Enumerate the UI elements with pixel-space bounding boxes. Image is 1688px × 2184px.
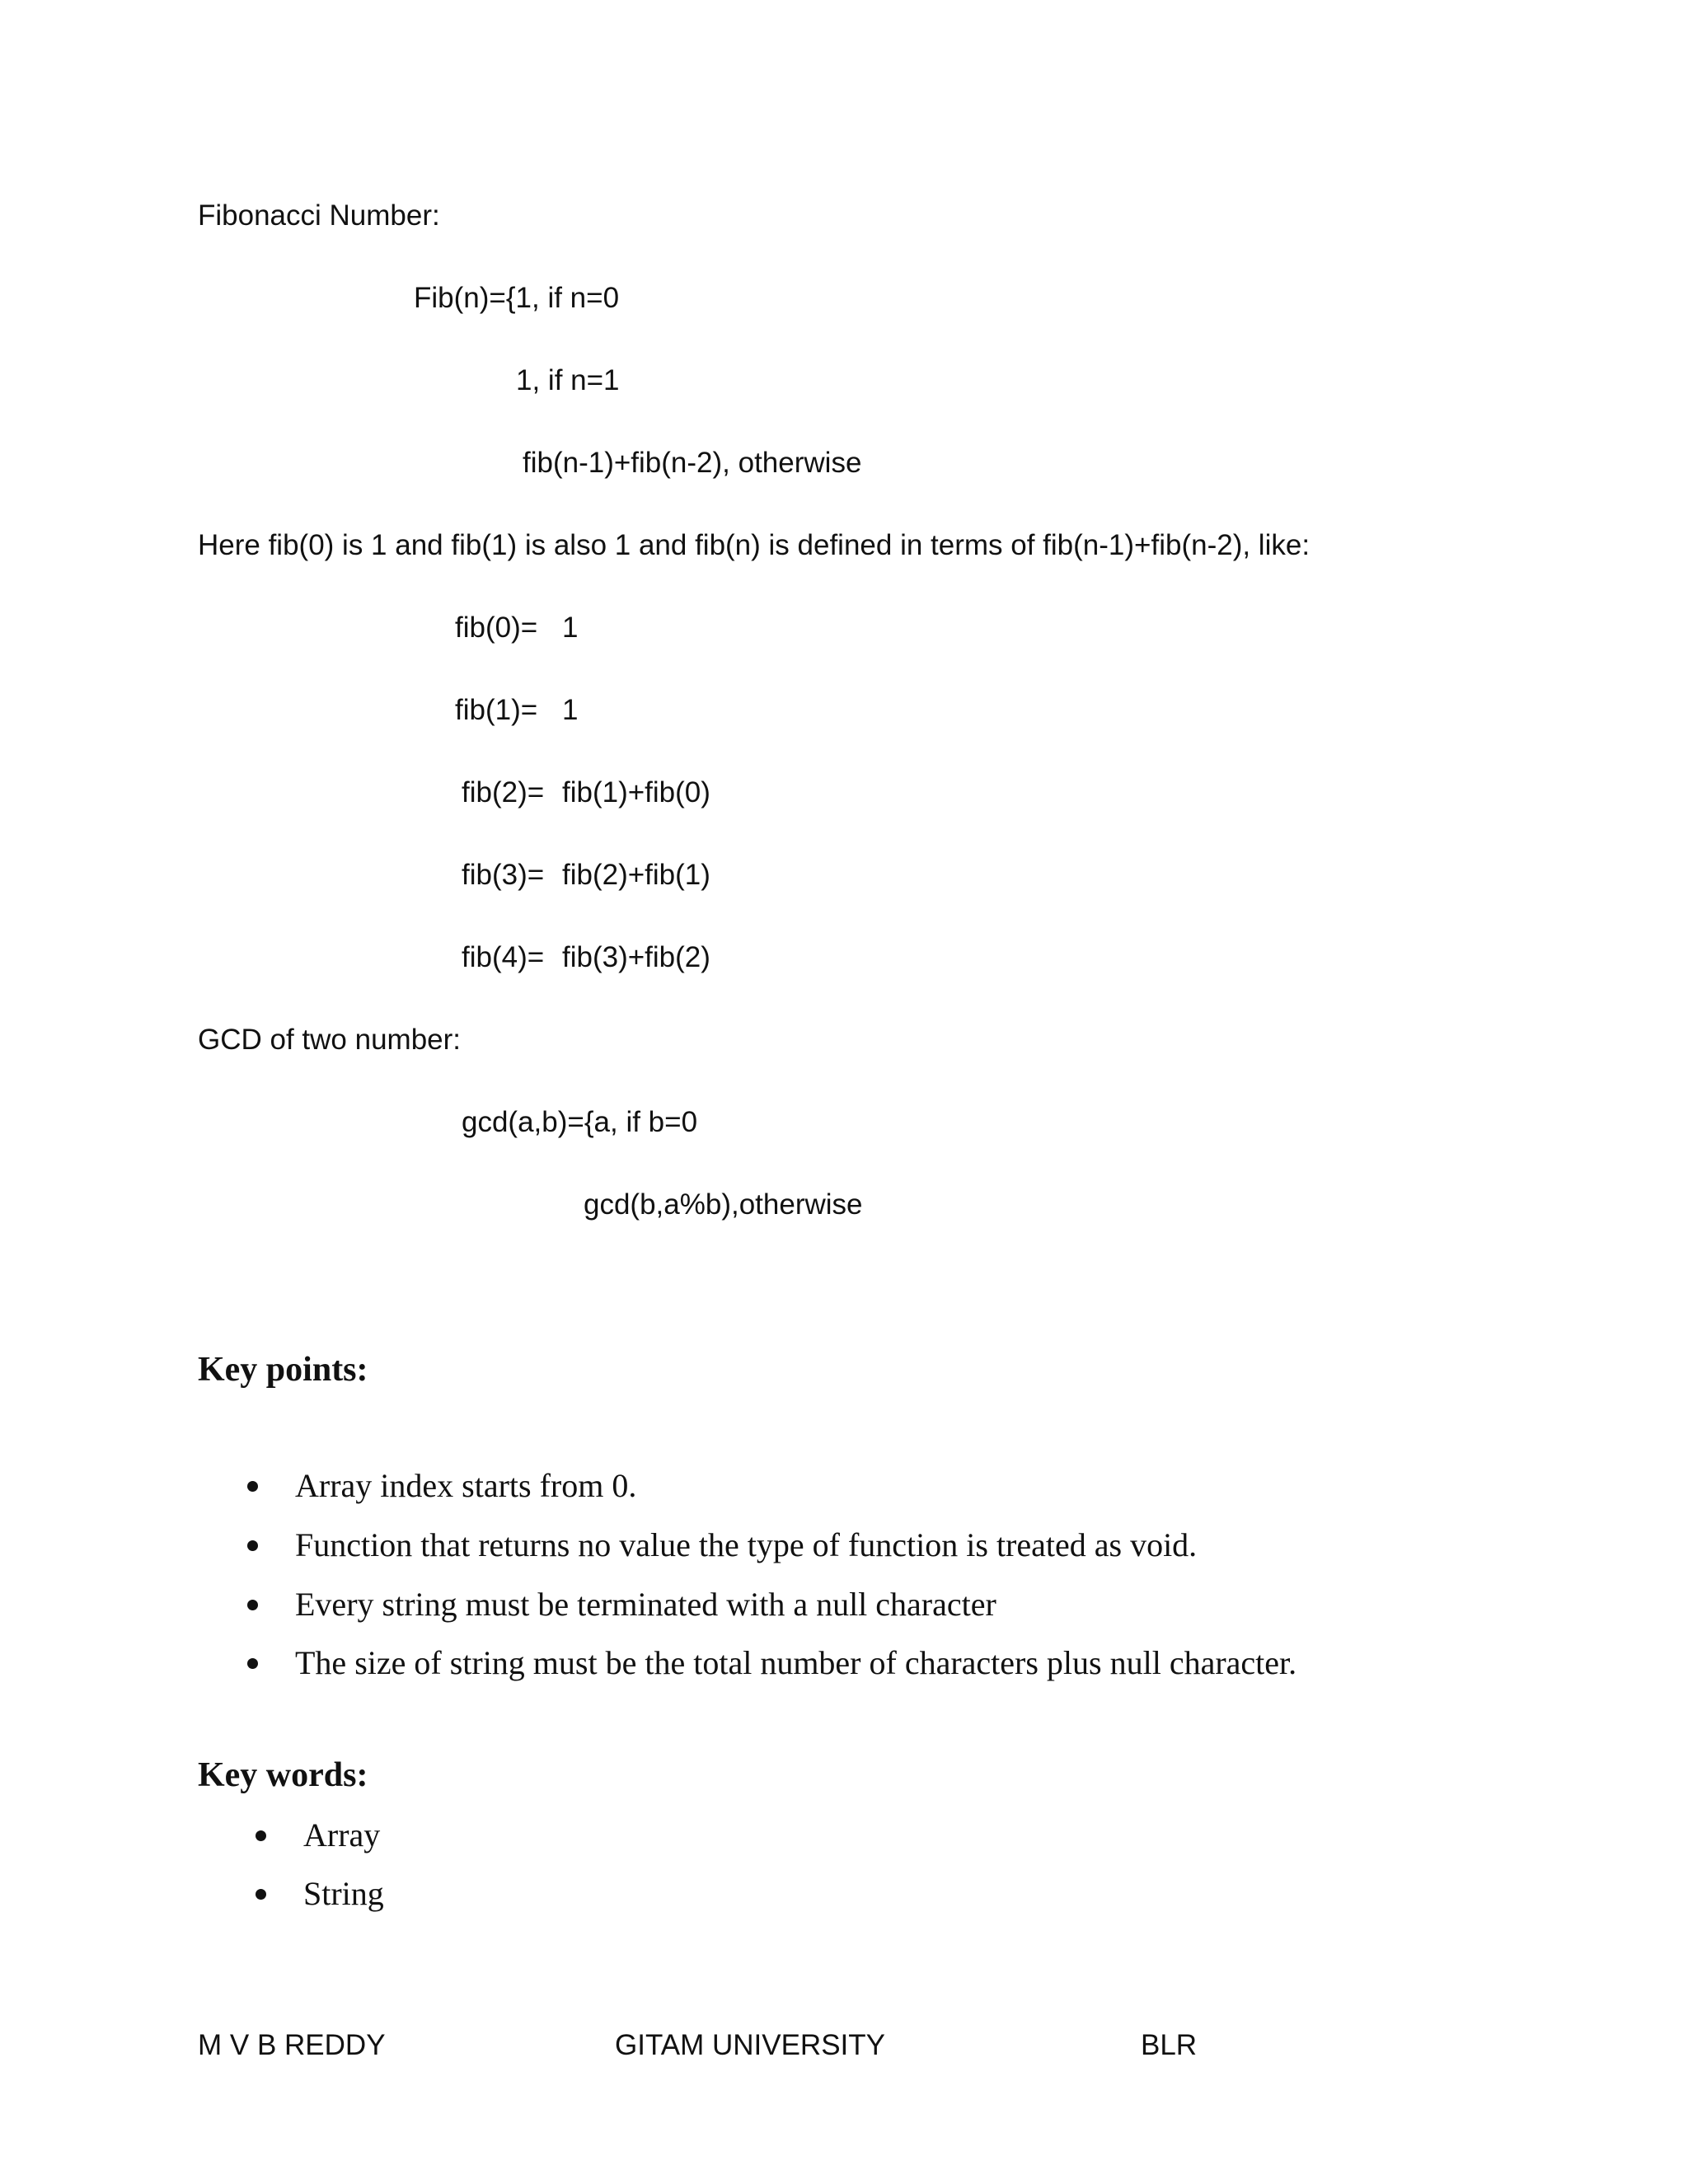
footer-location: BLR — [1141, 2029, 1198, 2061]
fib-table-label: fib(4)= — [462, 941, 545, 973]
fib-table-value: fib(3)+fib(2) — [562, 941, 710, 973]
bullet-icon — [256, 1830, 266, 1841]
key-point-item: The size of string must be the total number of characters plus null character. — [295, 1644, 1297, 1681]
footer-author: M V B REDDY — [198, 2029, 386, 2061]
key-point-item: Every string must be terminated with a null character — [295, 1586, 996, 1623]
footer-university: GITAM UNIVERSITY — [615, 2029, 885, 2061]
bullet-icon — [256, 1889, 266, 1900]
gcd-line2: gcd(b,a%b),otherwise — [584, 1188, 863, 1221]
bullet-icon — [247, 1600, 258, 1610]
bullet-icon — [247, 1481, 258, 1492]
fib-table-value: fib(1)+fib(0) — [562, 776, 710, 808]
bullet-icon — [247, 1540, 258, 1551]
fib-definition-line1: Fib(n)={1, if n=0 — [414, 282, 620, 314]
fib-table-label: fib(3)= — [462, 859, 545, 891]
bullet-icon — [247, 1658, 258, 1669]
fib-definition-line2: 1, if n=1 — [516, 364, 620, 396]
gcd-line1: gcd(a,b)={a, if b=0 — [462, 1106, 698, 1138]
fib-table-label: fib(1)= — [455, 694, 538, 726]
fib-table-value: 1 — [562, 612, 579, 644]
key-word-item: Array — [303, 1816, 381, 1854]
key-words-heading: Key words: — [198, 1756, 368, 1794]
key-word-item: String — [303, 1875, 384, 1912]
fib-table-label: fib(2)= — [462, 776, 545, 808]
key-points-heading: Key points: — [198, 1351, 368, 1389]
fib-table-value: fib(2)+fib(1) — [562, 859, 710, 891]
key-point-item: Array index starts from 0. — [295, 1467, 637, 1504]
fib-explanation: Here fib(0) is 1 and fib(1) is also 1 and fib(n) is defined in terms of fib(n-1)+fib(n-2), like: — [198, 529, 1311, 561]
fibonacci-heading: Fibonacci Number: — [198, 199, 440, 232]
fib-table-label: fib(0)= — [455, 612, 538, 644]
gcd-heading: GCD of two number: — [198, 1024, 461, 1056]
key-point-item: Function that returns no value the type of function is treated as void. — [295, 1526, 1198, 1563]
fib-definition-line3: fib(n-1)+fib(n-2), otherwise — [523, 447, 862, 479]
fib-table-value: 1 — [562, 694, 579, 726]
